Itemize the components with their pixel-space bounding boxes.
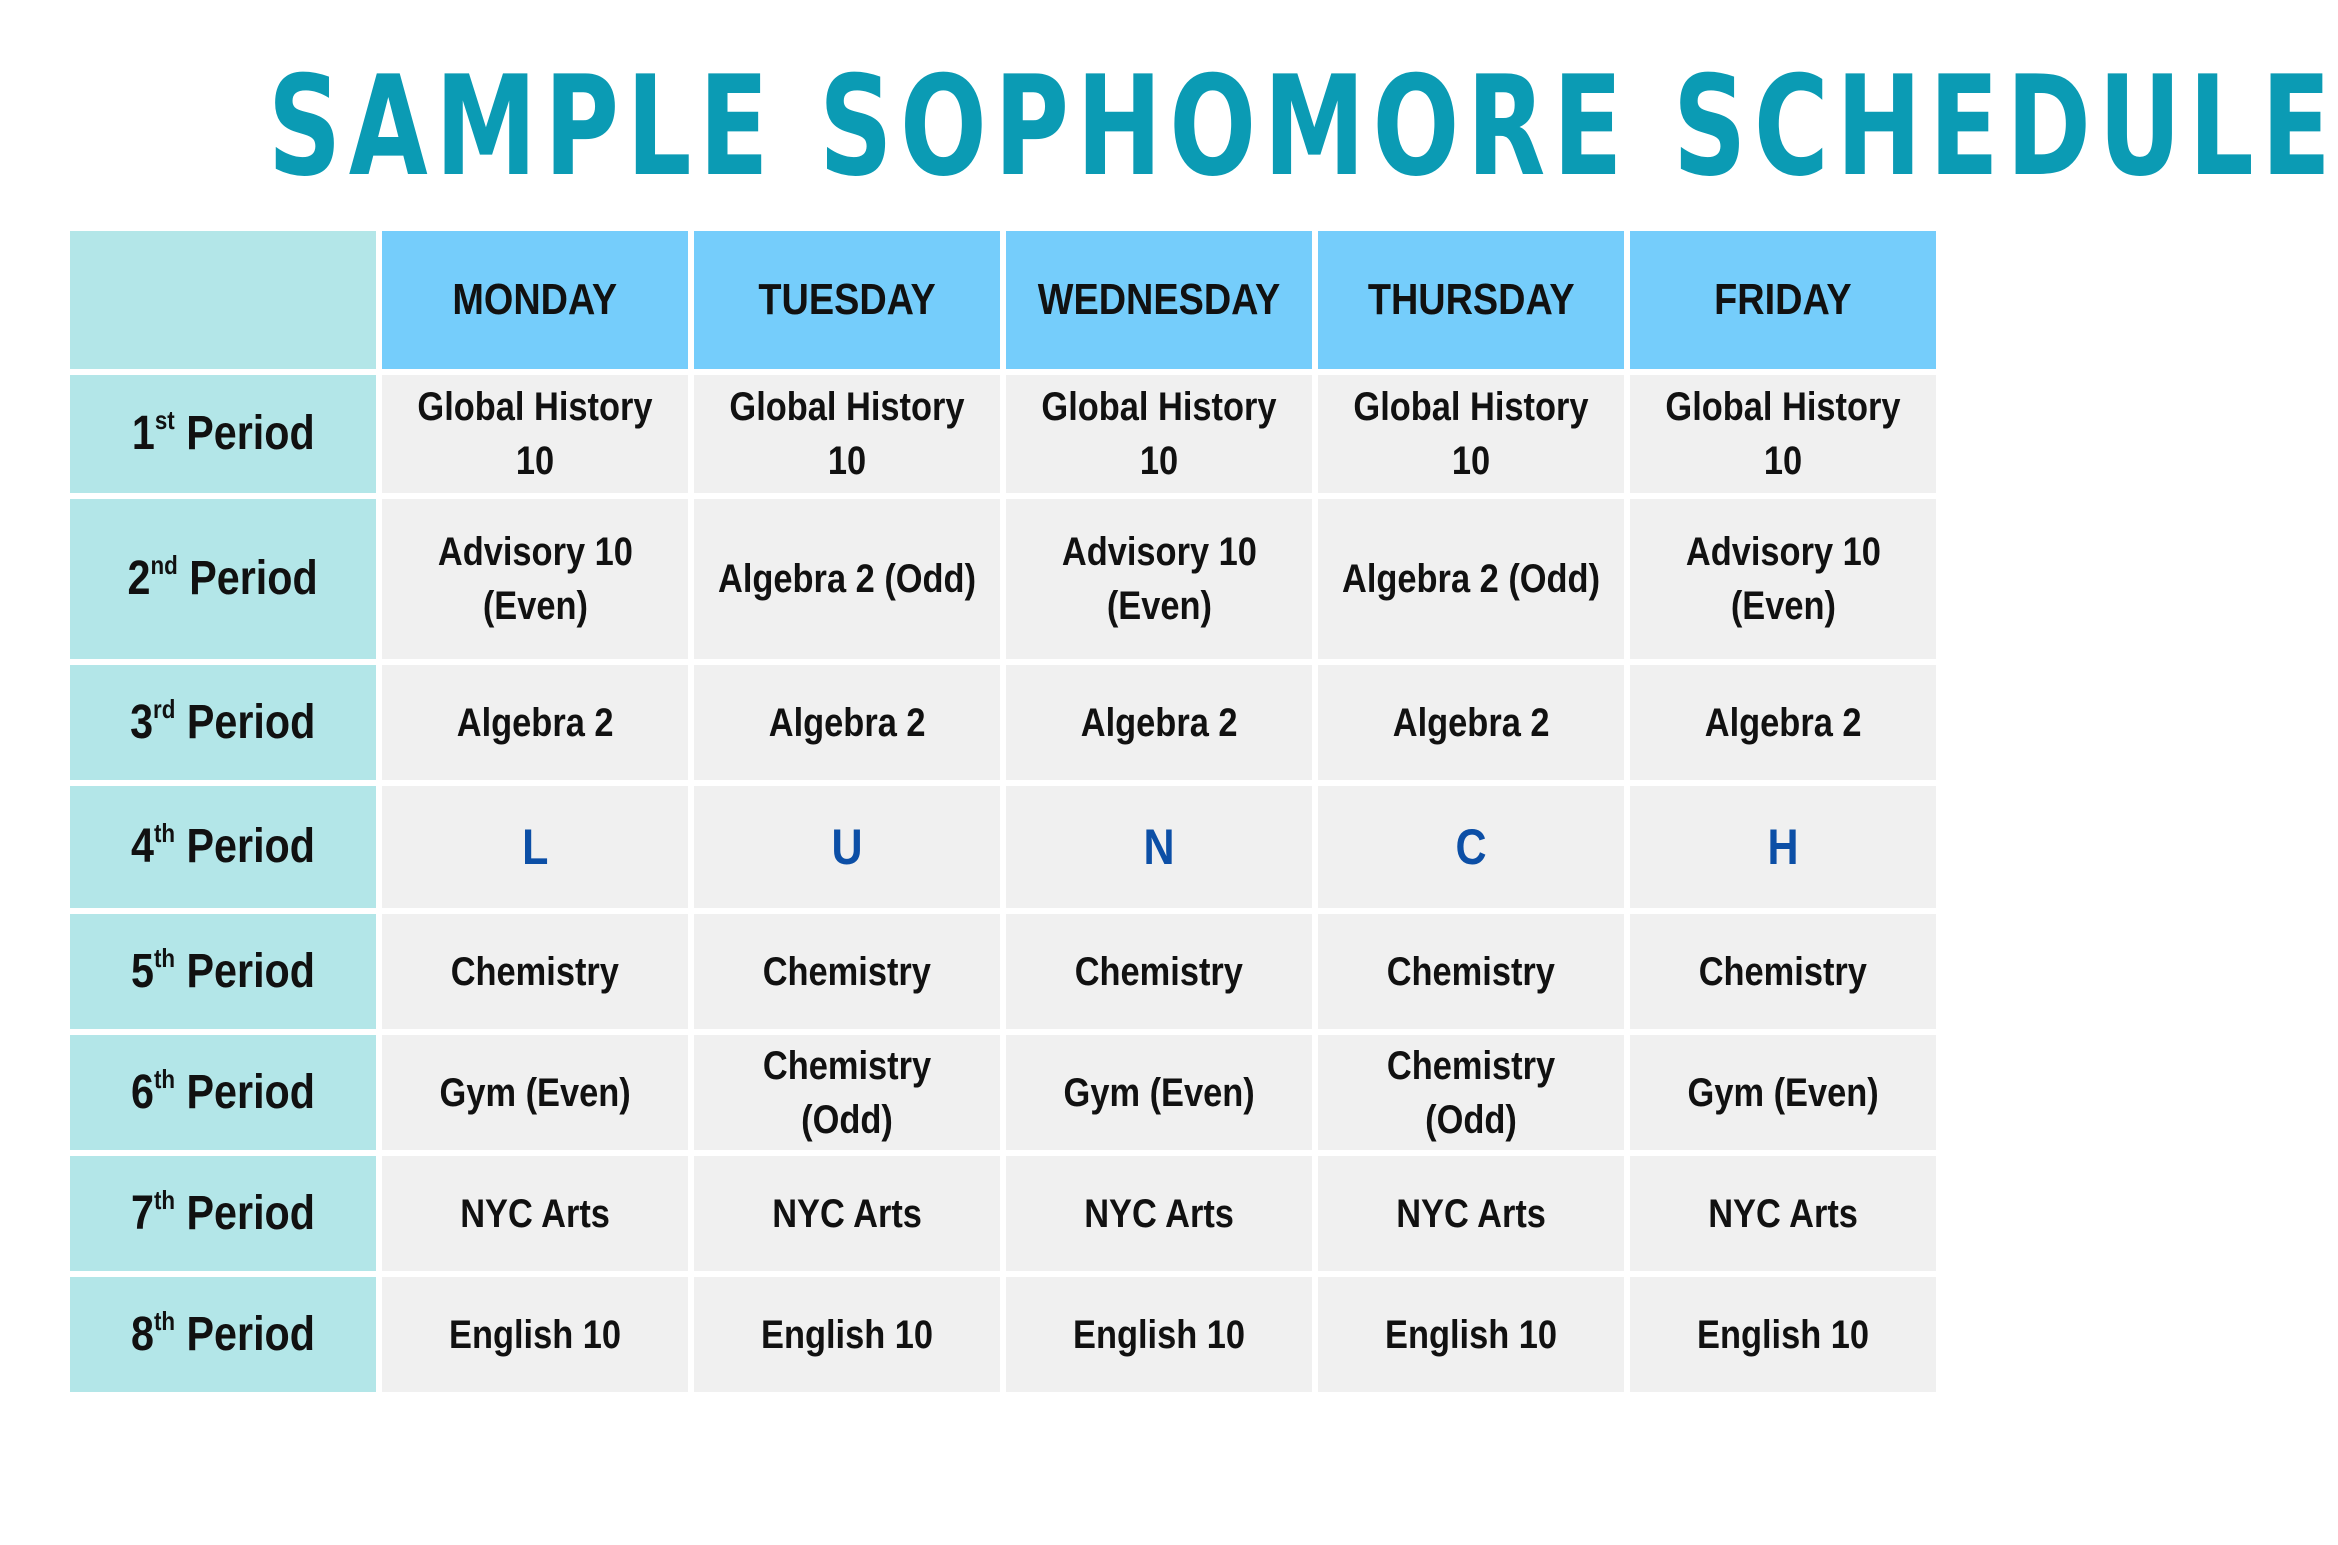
class-cell: Global History 10 (1318, 375, 1624, 493)
day-header-monday: MONDAY (382, 231, 688, 369)
class-cell: Advisory 10 (Even) (382, 499, 688, 659)
period-label: 6th Period (70, 1035, 376, 1150)
class-cell: English 10 (694, 1277, 1000, 1392)
class-cell: Chemistry (1318, 914, 1624, 1029)
class-cell: Chemistry (Odd) (694, 1035, 1000, 1150)
period-label: 1st Period (70, 375, 376, 493)
class-cell: NYC Arts (1006, 1156, 1312, 1271)
class-cell: English 10 (382, 1277, 688, 1392)
class-cell: Algebra 2 (1318, 665, 1624, 780)
class-cell: English 10 (1318, 1277, 1624, 1392)
class-cell: Algebra 2 (Odd) (1318, 499, 1624, 659)
class-cell: Algebra 2 (1006, 665, 1312, 780)
class-cell: Chemistry (1006, 914, 1312, 1029)
lunch-letter: H (1630, 786, 1936, 908)
lunch-letter: N (1006, 786, 1312, 908)
lunch-letter: L (382, 786, 688, 908)
period-label: 2nd Period (70, 499, 376, 659)
period-label: 4th Period (70, 786, 376, 908)
period-label: 5th Period (70, 914, 376, 1029)
day-header-wednesday: WEDNESDAY (1006, 231, 1312, 369)
class-cell: NYC Arts (382, 1156, 688, 1271)
class-cell: Global History 10 (1006, 375, 1312, 493)
class-cell: Gym (Even) (1630, 1035, 1936, 1150)
class-cell: Global History 10 (382, 375, 688, 493)
class-cell: English 10 (1006, 1277, 1312, 1392)
class-cell: Algebra 2 (Odd) (694, 499, 1000, 659)
class-cell: Algebra 2 (1630, 665, 1936, 780)
class-cell: Advisory 10 (Even) (1006, 499, 1312, 659)
period-label: 3rd Period (70, 665, 376, 780)
class-cell: Algebra 2 (382, 665, 688, 780)
corner-cell (70, 231, 376, 369)
schedule-table (70, 231, 1940, 1392)
class-cell: Chemistry (382, 914, 688, 1029)
class-cell: Global History 10 (694, 375, 1000, 493)
class-cell: English 10 (1630, 1277, 1936, 1392)
class-cell: Algebra 2 (694, 665, 1000, 780)
period-label: 8th Period (70, 1277, 376, 1392)
class-cell: Chemistry (1630, 914, 1936, 1029)
class-cell: NYC Arts (1318, 1156, 1624, 1271)
day-header-friday: FRIDAY (1630, 231, 1936, 369)
page-title: SAMPLE SOPHOMORE SCHEDULE (267, 46, 2338, 207)
lunch-letter: C (1318, 786, 1624, 908)
class-cell: Gym (Even) (382, 1035, 688, 1150)
class-cell: Chemistry (Odd) (1318, 1035, 1624, 1150)
lunch-letter: U (694, 786, 1000, 908)
class-cell: Gym (Even) (1006, 1035, 1312, 1150)
day-header-thursday: THURSDAY (1318, 231, 1624, 369)
day-header-tuesday: TUESDAY (694, 231, 1000, 369)
class-cell: Global History 10 (1630, 375, 1936, 493)
class-cell: NYC Arts (694, 1156, 1000, 1271)
period-label: 7th Period (70, 1156, 376, 1271)
class-cell: Chemistry (694, 914, 1000, 1029)
class-cell: NYC Arts (1630, 1156, 1936, 1271)
class-cell: Advisory 10 (Even) (1630, 499, 1936, 659)
